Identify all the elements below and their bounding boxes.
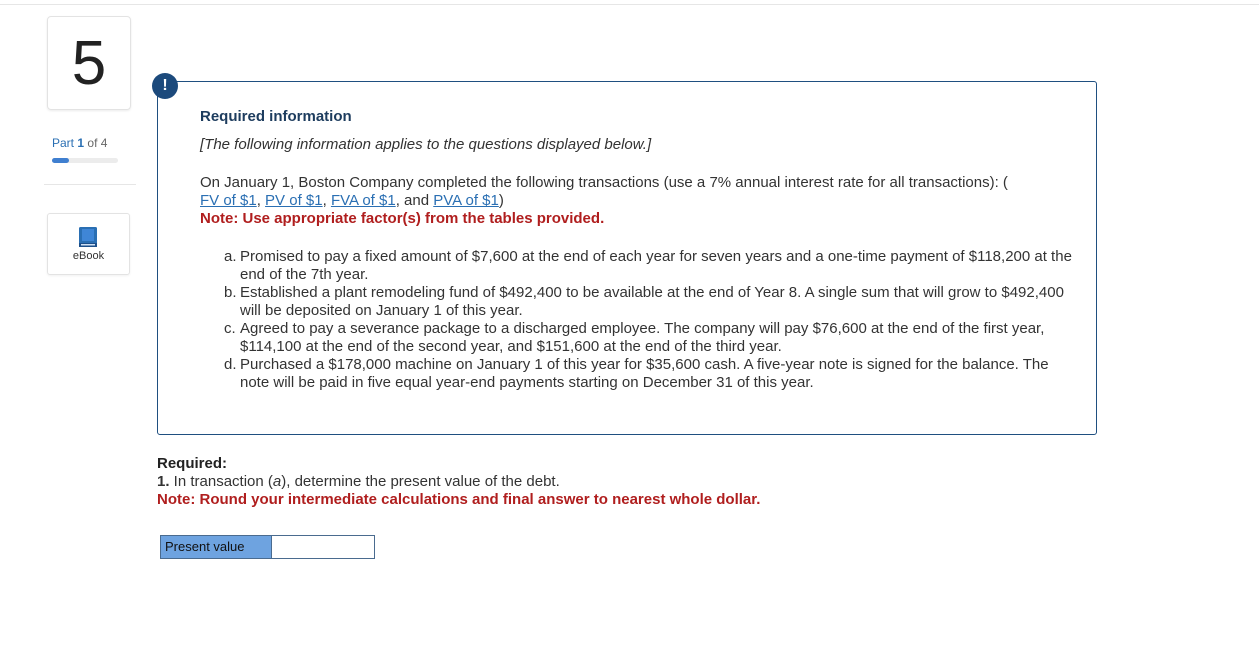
part-indicator [52,136,107,150]
required-information-panel [157,81,1097,435]
rounding-note: Note: Round your intermediate calculations and final answer to nearest whole dollar. [157,491,761,508]
fv-table-link[interactable]: FV of $1 [200,192,257,209]
ebook-label: eBook [72,250,105,262]
item-text: Agreed to pay a severance package to a discharged employee. The company will pay $76,600 at the end of the first year, $114,100 at the end of the second year, and $151,600 at the end of the third year. [240,320,1045,355]
pv-table-link[interactable]: PV of $1 [265,192,323,209]
item-marker: d. [224,356,237,373]
item-text: Promised to pay a fixed amount of $7,600 at the end of each year for seven years and a one-time payment of $118,200 at the end of the 7th year. [240,248,1072,283]
present-value-label: Present value [161,536,272,558]
factor-note: Note: Use appropriate factor(s) from the tables provided. [200,210,605,227]
link-separator: , [256,192,266,209]
item-text: Established a plant remodeling fund of $492,400 to be available at the end of Year 8. A single sum that will grow to $492,400 will be deposited on January 1 of this year. [240,284,1064,319]
question-text: In transaction ( [169,473,273,490]
part-prefix: Part [52,136,75,150]
required-question [157,473,560,490]
question-number-label: 1. [157,473,170,490]
top-divider [0,4,1259,5]
present-value-answer-row [160,535,375,559]
transaction-list [224,248,1074,392]
ebook-button[interactable] [47,213,130,275]
intro-close: ) [498,192,504,209]
panel-title: Required information [200,108,352,125]
present-value-input[interactable] [272,536,374,558]
link-separator: , and [395,192,434,209]
item-text: Purchased a $178,000 machine on January 1 of this year for $35,600 cash. A five-year note is signed for the balance. The note will be paid in five equal year-end payments starting on December 31 of this year. [240,356,1049,391]
question-text: ), determine the present value of the debt. [281,473,560,490]
sidebar-divider [44,184,136,185]
intro-paragraph [200,174,1060,210]
item-marker: a. [224,248,237,265]
pva-table-link[interactable]: PVA of $1 [433,192,499,209]
transaction-item [224,320,1074,356]
part-current: 1 [77,136,85,150]
applies-text: [The following information applies to the questions displayed below.] [200,136,652,153]
fva-table-link[interactable]: FVA of $1 [330,192,396,209]
book-icon [79,227,97,247]
link-separator: , [322,192,331,209]
transaction-item [224,356,1074,392]
question-number: 5 [47,16,131,110]
question-text-italic: a [272,473,282,490]
part-progress-fill [52,158,69,163]
part-progress-bar [52,158,118,163]
intro-text: On January 1, Boston Company completed the following transactions (use a 7% annual interest rate for all transactions): ( [200,174,1008,191]
part-suffix: of 4 [87,136,108,150]
item-marker: c. [224,320,236,337]
required-heading: Required: [157,455,228,472]
alert-icon: ! [152,73,178,99]
item-marker: b. [224,284,237,301]
transaction-item [224,248,1074,284]
transaction-item [224,284,1074,320]
